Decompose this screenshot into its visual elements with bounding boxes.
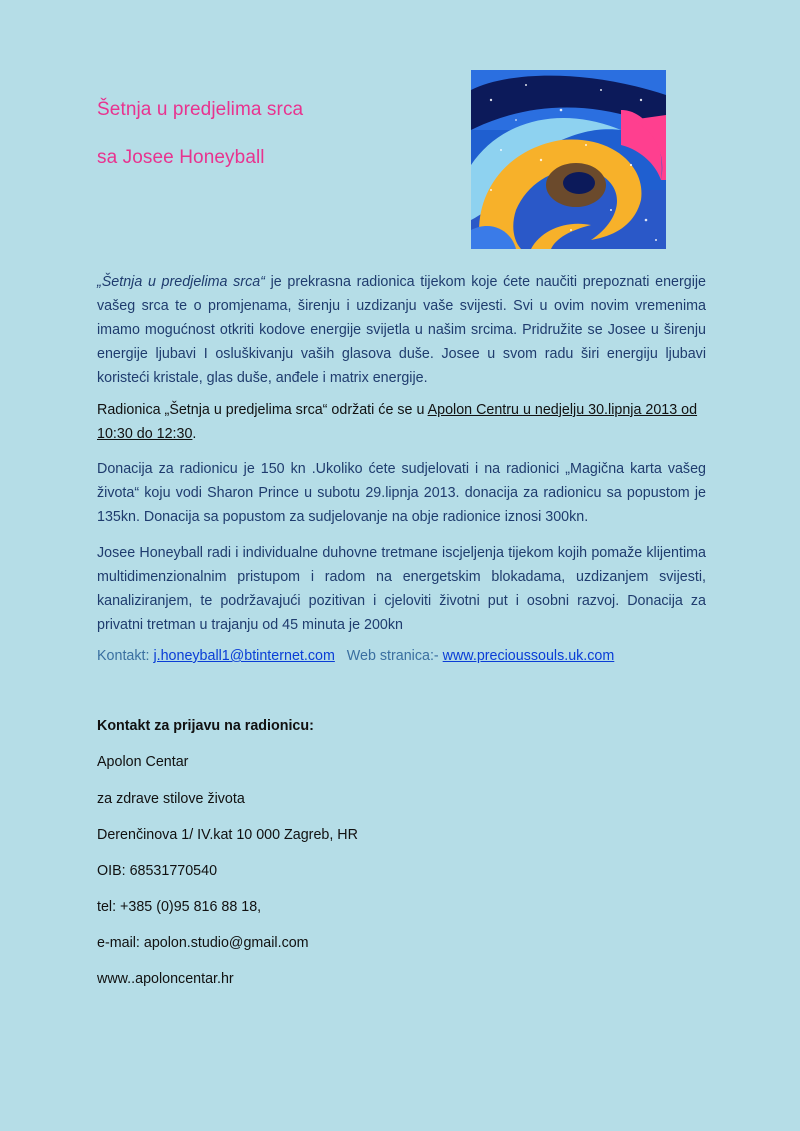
website-link[interactable]: www.precioussouls.uk.com	[442, 648, 615, 664]
registration-line: Apolon Centar	[97, 754, 189, 770]
email-link[interactable]: j.honeyball1@btinternet.com	[153, 648, 335, 664]
swirl-artwork-image	[471, 70, 666, 249]
individual-treatment-paragraph: Josee Honeyball radi i individualne duhovne tretmane iscjeljenja tijekom kojih pomaže klijentima multidimenzionalnim pristupom i radom na energetskim blokadama, uzdizanjem svijesti, kanaliziranjem, te podržavajući pozitivan i cjeloviti životni put i osobni razvoj. Donacija za privatni tretman u trajanju od 45 minuta je 200kn	[97, 545, 706, 633]
date-paragraph	[97, 398, 706, 446]
intro-italic-title: „Šetnja u predjelima srca“	[97, 274, 265, 290]
registration-oib: OIB: 68531770540	[97, 863, 218, 879]
web-label: Web stranica:-	[334, 648, 443, 664]
registration-line: za zdrave stilove života	[97, 791, 245, 807]
registration-heading: Kontakt za prijavu na radionicu:	[97, 718, 314, 734]
intro-text: je prekrasna radionica tijekom koje ćete naučiti prepoznati energije vašeg srca te o promjenama, širenju i uzdizanju vaše svijesti. Svi u ovim novim vremenima imamo mogućnost otkriti kodove energije svijetla u našim srcima. Pridružite se Josee u širenju energije ljubavi I osluškivanju vaših glasova duše. Josee u svom radu širi energiju ljubavi koristeći kristale, glas duše, anđele i matrix energije.	[97, 274, 706, 386]
registration-website: www..apoloncentar.hr	[97, 971, 234, 987]
intro-paragraph	[97, 270, 706, 390]
date-prefix: Radionica „Šetnja u predjelima srca“ održati će se u	[97, 402, 428, 418]
contact-line	[97, 644, 706, 668]
contact-label: Kontakt:	[97, 648, 154, 664]
date-underlined: Apolon Centru u nedjelju 30.lipnja 2013 od 10:30 do 12:30	[97, 402, 698, 442]
page-subtitle: sa Josee Honeyball	[97, 147, 265, 168]
date-suffix: .	[192, 426, 197, 442]
registration-phone: tel: +385 (0)95 816 88 18,	[97, 899, 262, 915]
registration-address: Derenčinova 1/ IV.kat 10 000 Zagreb, HR	[97, 827, 358, 843]
page-title: Šetnja u predjelima srca	[97, 99, 304, 120]
donation-paragraph: Donacija za radionicu je 150 kn .Ukoliko ćete sudjelovati i na radionici „Magična karta vašeg života“ koju vodi Sharon Prince u subotu 29.lipnja 2013. donacija za radionicu sa popustom je 135kn. Donacija sa popustom za sudjelovanje na obje radionice iznosi 300kn.	[97, 461, 706, 525]
registration-email: e-mail: apolon.studio@gmail.com	[97, 935, 309, 951]
